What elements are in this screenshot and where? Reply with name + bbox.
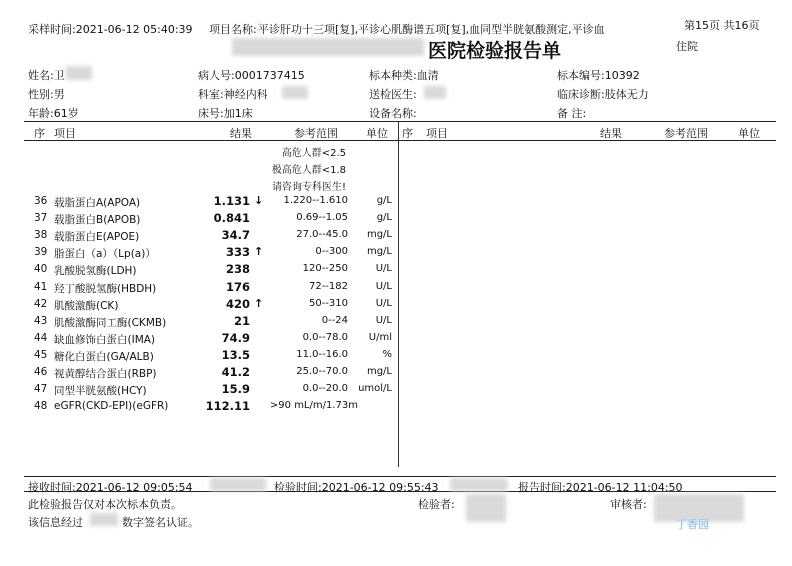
row-item-name: 糖化白蛋白(GA/ALB) bbox=[54, 351, 154, 363]
row-reference: 11.0--16.0 bbox=[296, 349, 348, 360]
row-reference: 0.0--78.0 bbox=[302, 332, 348, 343]
note-line: 高危人群<2.5 bbox=[281, 148, 346, 159]
row-number: 40 bbox=[34, 263, 48, 275]
row-unit: % bbox=[382, 349, 392, 360]
test-time: 检验时间:2021-06-12 09:55:43 bbox=[274, 481, 439, 494]
header-result-left: 结果 bbox=[230, 127, 252, 140]
row-unit: g/L bbox=[376, 212, 392, 223]
row-number: 45 bbox=[34, 349, 48, 361]
receive-time: 接收时间:2021-06-12 09:05:54 bbox=[28, 481, 193, 494]
header-unit-right: 单位 bbox=[738, 127, 760, 140]
row-item-name: 脂蛋白（a）（Lp(a)） bbox=[54, 248, 156, 260]
row-unit: g/L bbox=[376, 195, 392, 206]
row-unit: mg/L bbox=[366, 246, 392, 257]
row-result: 1.131 bbox=[213, 194, 250, 208]
row-item-name: 载脂蛋白E(APOE) bbox=[54, 231, 140, 243]
row-reference: 0--300 bbox=[315, 246, 348, 257]
referring-doctor: 送检医生: bbox=[369, 88, 417, 101]
row-number: 48 bbox=[34, 400, 48, 412]
inspector-label: 检验者: bbox=[418, 498, 455, 511]
header-seq-left: 序 bbox=[34, 127, 45, 140]
row-result: 34.7 bbox=[221, 228, 250, 242]
header-item-left: 项目 bbox=[54, 127, 76, 140]
header-item-right: 项目 bbox=[426, 127, 448, 140]
row-flag: ↓ bbox=[254, 194, 264, 207]
header-result-right: 结果 bbox=[600, 127, 622, 140]
row-item-name: 同型半胱氨酸(HCY) bbox=[54, 385, 147, 397]
row-reference: 72--182 bbox=[308, 281, 348, 292]
hospitalized-label: 住院 bbox=[676, 40, 698, 53]
row-result: 41.2 bbox=[221, 365, 250, 379]
row-number: 38 bbox=[34, 229, 48, 241]
header-reference-right: 参考范围 bbox=[664, 127, 708, 140]
signature-suffix: 数字签名认证。 bbox=[122, 516, 199, 529]
row-reference: 0--24 bbox=[321, 315, 348, 326]
row-unit: U/L bbox=[375, 298, 392, 309]
row-item-name: 乳酸脱氢酶(LDH) bbox=[54, 265, 137, 277]
row-unit: U/L bbox=[375, 281, 392, 292]
row-result: 15.9 bbox=[221, 382, 250, 396]
row-unit: umol/L bbox=[358, 383, 392, 394]
disclaimer: 此检验报告仅对本次标本负责。 bbox=[28, 498, 182, 511]
row-number: 41 bbox=[34, 281, 48, 293]
patient-id: 病人号:0001737415 bbox=[198, 69, 305, 82]
row-result: 13.5 bbox=[221, 348, 250, 362]
clinical-diagnosis: 临床诊断:肢体无力 bbox=[557, 88, 649, 101]
department: 科室:神经内科 bbox=[198, 88, 268, 101]
report-time: 报告时间:2021-06-12 11:04:50 bbox=[518, 481, 683, 494]
row-number: 44 bbox=[34, 332, 48, 344]
row-number: 43 bbox=[34, 315, 48, 327]
note-line: 请咨询专科医生! bbox=[271, 182, 346, 193]
row-flag: ↑ bbox=[254, 297, 264, 310]
row-result: 420 bbox=[225, 297, 250, 311]
row-number: 47 bbox=[34, 383, 48, 395]
row-result: 21 bbox=[233, 314, 250, 328]
row-item-name: 羟丁酸脱氢酶(HBDH) bbox=[54, 283, 157, 295]
signature-prefix: 该信息经过 bbox=[28, 516, 83, 529]
watermark-logo: 丁香园 bbox=[676, 518, 709, 531]
row-unit: U/ml bbox=[368, 332, 392, 343]
table-top-rule bbox=[24, 121, 776, 122]
sample-number: 标本编号:10392 bbox=[557, 69, 640, 82]
row-number: 46 bbox=[34, 366, 48, 378]
row-result: 333 bbox=[225, 245, 250, 259]
column-divider bbox=[398, 121, 399, 467]
row-result: 176 bbox=[225, 280, 250, 294]
patient-age: 年龄:61岁 bbox=[28, 107, 79, 120]
row-result: 0.841 bbox=[213, 211, 250, 225]
row-item-name: 肌酸激酶(CK) bbox=[54, 300, 119, 312]
project-label: 项目名称: bbox=[209, 23, 257, 36]
reviewer-label: 审核者: bbox=[610, 498, 647, 511]
patient-gender: 性别:男 bbox=[28, 88, 65, 101]
bed-number: 床号:加1床 bbox=[198, 107, 253, 120]
row-flag: ↑ bbox=[254, 245, 264, 258]
row-unit: U/L bbox=[375, 263, 392, 274]
row-item-name: eGFR(CKD-EPI)(eGFR) bbox=[54, 400, 169, 412]
page-info: 第15页 共16页 bbox=[684, 19, 760, 32]
row-reference: 27.0--45.0 bbox=[296, 229, 348, 240]
header-seq-right: 序 bbox=[402, 127, 413, 140]
row-item-name: 肌酸激酶同工酶(CKMB) bbox=[54, 317, 167, 329]
row-reference: 1.220--1.610 bbox=[283, 195, 348, 206]
row-number: 36 bbox=[34, 195, 48, 207]
row-item-name: 视黄醇结合蛋白(RBP) bbox=[54, 368, 157, 380]
row-item-name: 载脂蛋白B(APOB) bbox=[54, 214, 141, 226]
row-unit: U/L bbox=[375, 315, 392, 326]
project-text: 平诊肝功十三项[复],平诊心肌酶谱五项[复],血同型半胱氨酸测定,平诊血 bbox=[258, 23, 605, 36]
remark: 备 注: bbox=[557, 107, 587, 120]
row-result: 238 bbox=[225, 262, 250, 276]
patient-name: 姓名:卫 bbox=[28, 69, 65, 82]
row-unit: mg/L bbox=[366, 366, 392, 377]
row-reference: 0.0--20.0 bbox=[302, 383, 348, 394]
row-result: 112.11 bbox=[205, 399, 250, 413]
note-line: 极高危人群<1.8 bbox=[271, 165, 346, 176]
row-reference: 120--250 bbox=[302, 263, 348, 274]
footer-top-rule bbox=[24, 476, 776, 477]
sample-time: 采样时间:2021-06-12 05:40:39 bbox=[28, 23, 193, 36]
row-reference: 0.69--1.05 bbox=[296, 212, 348, 223]
sample-type: 标本种类:血清 bbox=[369, 69, 439, 82]
row-item-name: 载脂蛋白A(APOA) bbox=[54, 197, 141, 209]
row-reference: 25.0--70.0 bbox=[296, 366, 348, 377]
header-reference-left: 参考范围 bbox=[294, 127, 338, 140]
report-title: 医院检验报告单 bbox=[428, 40, 562, 62]
row-number: 39 bbox=[34, 246, 48, 258]
row-reference: >90 mL/m/1.73m bbox=[269, 400, 358, 411]
row-reference: 50--310 bbox=[308, 298, 348, 309]
header-unit-left: 单位 bbox=[366, 127, 388, 140]
device-name: 设备名称: bbox=[369, 107, 417, 120]
row-unit: mg/L bbox=[366, 229, 392, 240]
row-number: 37 bbox=[34, 212, 48, 224]
row-number: 42 bbox=[34, 298, 48, 310]
row-result: 74.9 bbox=[221, 331, 250, 345]
row-item-name: 缺血修饰白蛋白(IMA) bbox=[54, 334, 156, 346]
